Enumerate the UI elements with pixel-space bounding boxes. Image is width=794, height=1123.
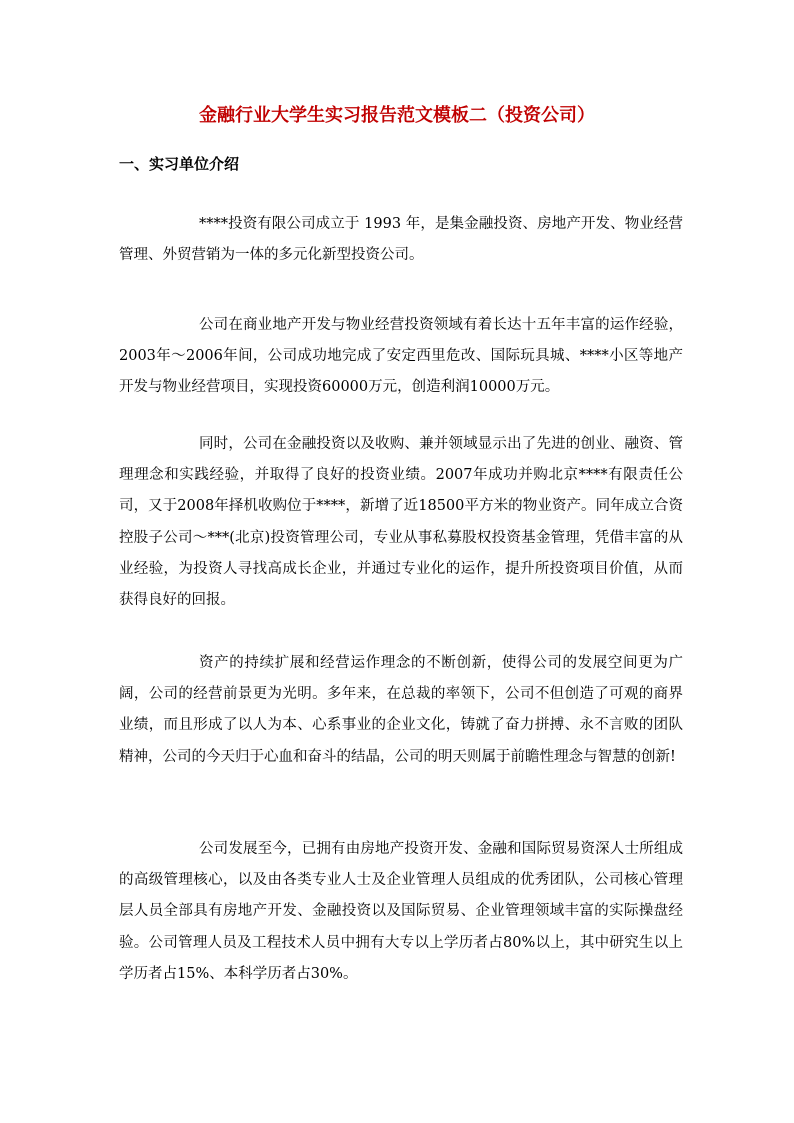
paragraph-3: 同时，公司在金融投资以及收购、兼并领域显示出了先进的创业、融资、管理理念和实践经验，并取得了良好的投资业绩。2007年成功并购北京****有限责任公司，又于2008年择机收购位于****，新增了近18500平方米的物业资产。同年成立合资控股子公司～***(北京)投资管理公司，专业从事私募股权投资基金管理，凭借丰富的从业经验，为投资人寻找高成长企业，并通过专业化的运作，提升所投资项目价值，从而获得良好的回报。 <box>119 436 683 609</box>
section-heading: 一、实习单位介绍 <box>119 155 240 173</box>
paragraph-5: 公司发展至今，已拥有由房地产投资开发、金融和国际贸易资深人士所组成的高级管理核心，以及由各类专业人士及企业管理人员组成的优秀团队，公司核心管理层人员全部具有房地产开发、金融投资以及国际贸易、企业管理领域丰富的实际操盘经验。公司管理人员及工程技术人员中拥有大专以上学历者占80%以上，其中研究生以上学历者占15%、本科学历者占30%。 <box>119 841 683 982</box>
paragraph-2: 公司在商业地产开发与物业经营投资领域有着长达十五年丰富的运作经验，2003年～2006年间，公司成功地完成了安定西里危改、国际玩具城、****小区等地产开发与物业经营项目，实现投资60000万元，创造利润10000万元。 <box>119 317 683 396</box>
paragraph-1: ****投资有限公司成立于 1993 年，是集金融投资、房地产开发、物业经营管理、外贸营销为一体的多元化新型投资公司。 <box>119 216 683 264</box>
paragraph-4: 资产的持续扩展和经营运作理念的不断创新，使得公司的发展空间更为广阔，公司的经营前景更为光明。多年来，在总裁的率领下，公司不但创造了可观的商界业绩，而且形成了以人为本、心系事业的企业文化，铸就了奋力拼搏、永不言败的团队精神，公司的今天归于心血和奋斗的结晶，公司的明天则属于前瞻性理念与智慧的创新! <box>119 655 683 765</box>
document-title: 金融行业大学生实习报告范文模板二（投资公司） <box>199 105 595 126</box>
